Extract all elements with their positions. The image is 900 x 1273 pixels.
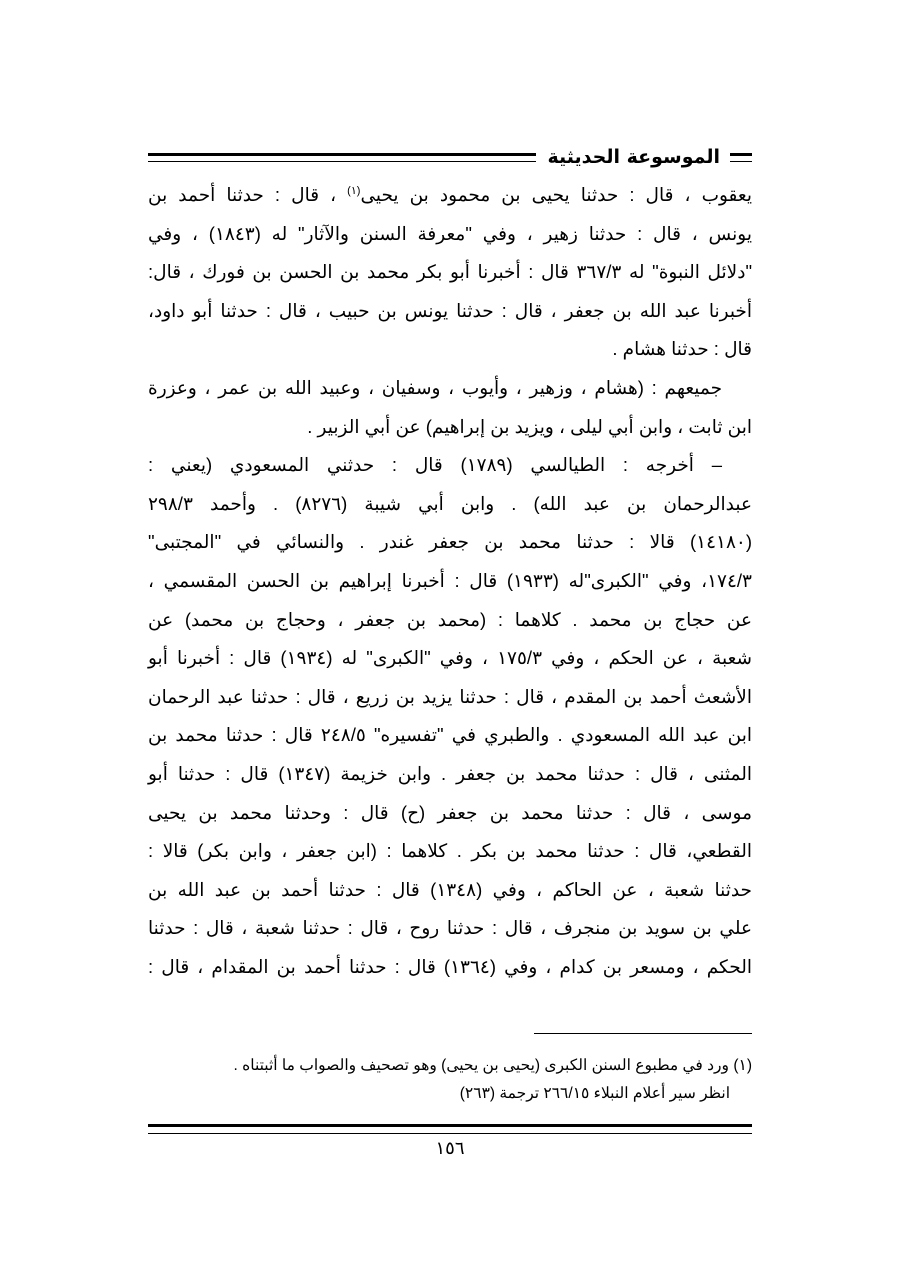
footnote [148, 1052, 752, 1108]
header-title: الموسوعة الحديثية [547, 146, 720, 168]
header-rule-left [148, 153, 536, 162]
text-line: يونس ، قال : حدثنا زهير ، وفي "معرفة السنن والآثار" له (١٨٤٣) ، وفي [148, 222, 752, 244]
text-line: المثنى ، قال : حدثنا محمد بن جعفر . وابن خزيمة (١٣٤٧) قال : حدثنا أبو [148, 762, 752, 784]
text-segment: ، قال : حدثنا أحمد بن [148, 184, 348, 205]
text-line: الحكم ، ومسعر بن كدام ، وفي (١٣٦٤) قال : حدثنا أحمد بن المقدام ، قال : [148, 955, 752, 977]
footnote-line: (١) ورد في مطبوع السنن الكبرى (يحيى بن يحيى) وهو تصحيف والصواب ما أثبتناه . [233, 1057, 752, 1074]
text-line: الأشعث أحمد بن المقدم ، قال : حدثنا يزيد بن زريع ، قال : حدثنا عبد الرحمان [148, 685, 752, 707]
page-number: ١٥٦ [435, 1138, 465, 1158]
text-line: ١٧٤/٣، وفي "الكبرى"له (١٩٣٣) قال : أخبرنا إبراهيم بن الحسن المقسمي ، [148, 569, 752, 591]
text-line: "دلائل النبوة" له ٣٦٧/٣ قال : أخبرنا أبو بكر محمد بن الحسن بن فورك ، قال: [148, 261, 753, 283]
text-line: ابن ثابت ، وابن أبي ليلى ، ويزيد بن إبراهيم) عن أبي الزبير . [307, 415, 752, 437]
text-line: (١٤١٨٠) قالا : حدثنا محمد بن جعفر غندر . والنسائي في "المجتبى" [148, 531, 752, 553]
text-line: – أخرجه : الطيالسي (١٧٨٩) قال : حدثني المسعودي (يعني : [148, 454, 722, 476]
text-line: عبدالرحمان بن عبد الله) . وابن أبي شيبة (٨٢٧٦) . وأحمد ٢٩٨/٣ [148, 492, 752, 514]
text-line: شعبة ، عن الحكم ، وفي ١٧٥/٣ ، وفي "الكبرى" له (١٩٣٤) قال : أخبرنا أبو [148, 647, 753, 669]
text-line: حدثنا شعبة ، عن الحاكم ، وفي (١٣٤٨) قال : حدثنا أحمد بن عبد الله بن [148, 878, 752, 900]
text-line: القطعي، قال : حدثنا محمد بن بكر . كلاهما : (ابن جعفر ، وابن بكر) قالا : [148, 840, 752, 862]
text-segment: يعقوب ، قال : حدثنا يحيى بن محمود بن يحيى [360, 184, 752, 205]
text-line: ابن عبد الله المسعودي . والطبري في "تفسيره" ٢٤٨/٥ قال : حدثنا محمد بن [148, 724, 753, 746]
footer-rule [148, 1124, 752, 1134]
text-line: علي بن سويد بن منجرف ، قال : حدثنا روح ، قال : حدثنا شعبة ، قال : حدثنا [148, 917, 752, 939]
text-line: أخبرنا عبد الله بن جعفر ، قال : حدثنا يونس بن حبيب ، قال : حدثنا أبو داود، [148, 299, 752, 321]
footnote-line: انظر سير أعلام النبلاء ٢٦٦/١٥ ترجمة (٢٦٣) [459, 1085, 730, 1102]
header-rule-right [730, 153, 752, 162]
running-header [148, 140, 752, 174]
text-line [148, 176, 752, 215]
body-text [148, 176, 752, 986]
text-line: عن حجاج بن محمد . كلاهما : (محمد بن جعفر ، وحجاج بن محمد) عن [148, 608, 752, 630]
text-line: موسى ، قال : حدثنا محمد بن جعفر (ح) قال : وحدثنا محمد بن يحيى [148, 801, 752, 823]
text-line: قال : حدثنا هشام . [612, 338, 752, 360]
text-line: جميعهم : (هشام ، وزهير ، وأيوب ، وسفيان ، وعبيد الله بن عمر ، وعزرة [148, 376, 722, 398]
footnote-marker: (١) [347, 184, 361, 197]
footnote-separator [534, 1033, 752, 1034]
